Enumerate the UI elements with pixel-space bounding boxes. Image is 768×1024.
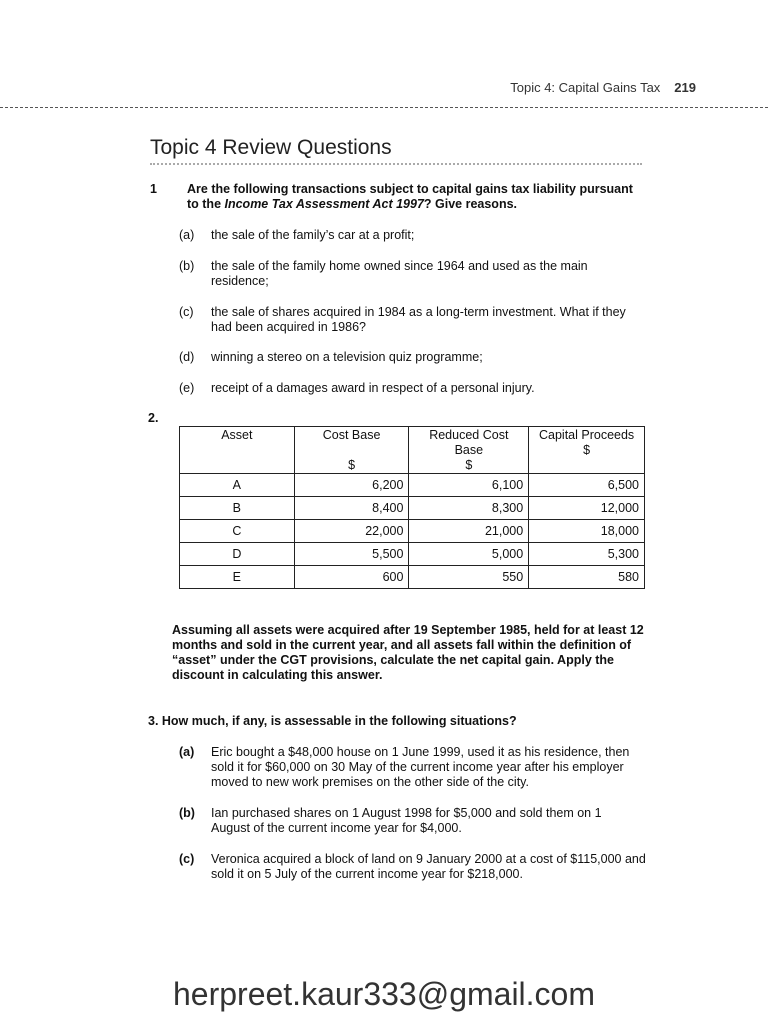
cell-cost-base: 6,200 [294,474,409,497]
q1-item-text: the sale of the family’s car at a profit; [211,228,415,242]
assets-table [179,426,645,589]
col-header-reduced-cost-base: Reduced Cost Base $ [409,427,529,474]
q2-instructions: Assuming all assets were acquired after 19 September 1985, held for at least 12 months and sold in the current year, and all assets fall within the definition of “asset” under the CGT provisions, calculate the net capital gain. Apply the discount in calculating this answer. [172,623,644,682]
q3-item-text: Eric bought a $48,000 house on 1 June 1999, used it as his residence, then sold it for $60,000 on 30 May of the current income year after his employer moved to new work premises on the other side of the city. [211,745,630,789]
running-header [510,80,696,95]
q1-item-e [179,381,649,396]
q1-text [187,182,657,212]
title-underline [150,163,642,165]
q1-item-text: winning a stereo on a television quiz programme; [211,350,483,364]
q1-item-label: (d) [179,350,195,364]
q3-item-text: Ian purchased shares on 1 August 1998 for $5,000 and sold them on 1 August of the current income year for $4,000. [211,806,602,835]
q1-text-end: ? Give reasons. [423,197,518,211]
table-header-row [180,427,645,474]
page-number: 219 [674,80,696,95]
q1-item-text: receipt of a damages award in respect of a personal injury. [211,381,535,395]
q1-number: 1 [150,182,157,196]
page-title: Topic 4 Review Questions [150,136,392,159]
cell-cost-base: 5,500 [294,543,409,566]
q1-item-b [179,259,609,289]
col-header-capital-proceeds: Capital Proceeds $ [529,427,645,474]
table-row [180,566,645,589]
q3-item-a [179,745,649,790]
q3-item-label: (a) [179,745,195,759]
cell-cost-base: 600 [294,566,409,589]
q1-item-c [179,305,649,335]
cell-capital-proceeds: 5,300 [529,543,645,566]
q1-item-d [179,350,649,365]
col-header-asset: Asset [180,427,295,474]
col-header-cost-base: Cost Base $ [294,427,409,474]
q1-item-text: the sale of shares acquired in 1984 as a long-term investment. What if they had been acquired in 1986? [211,305,626,334]
cell-capital-proceeds: 580 [529,566,645,589]
cell-capital-proceeds: 6,500 [529,474,645,497]
running-title: Topic 4: Capital Gains Tax [510,80,661,95]
q3-item-label: (c) [179,852,195,866]
cell-asset: D [180,543,295,566]
cell-reduced-cost-base: 21,000 [409,520,529,543]
cell-cost-base: 8,400 [294,497,409,520]
cell-capital-proceeds: 18,000 [529,520,645,543]
q3-heading: 3. How much, if any, is assessable in the following situations? [148,714,517,728]
table-row [180,474,645,497]
cell-asset: C [180,520,295,543]
table-row [180,497,645,520]
q1-item-label: (e) [179,381,195,395]
table-row [180,543,645,566]
q1-text-line2: to the [187,197,225,211]
q1-text-line1: Are the following transactions subject to capital gains tax liability pursuant [187,182,633,196]
cell-asset: B [180,497,295,520]
cell-cost-base: 22,000 [294,520,409,543]
header-divider [0,107,768,108]
q3-item-b [179,806,624,836]
cell-reduced-cost-base: 6,100 [409,474,529,497]
q1-item-label: (a) [179,228,195,242]
q3-item-c [179,852,649,882]
cell-asset: A [180,474,295,497]
footer-email: herpreet.kaur333@gmail.com [172,976,595,1012]
cell-reduced-cost-base: 8,300 [409,497,529,520]
q1-item-label: (b) [179,259,195,273]
q3-item-label: (b) [179,806,195,820]
q1-item-text: the sale of the family home owned since 1964 and used as the main residence; [211,259,588,288]
q3-item-text: Veronica acquired a block of land on 9 January 2000 at a cost of $115,000 and sold it on 5 July of the current income year for $218,000. [211,852,646,881]
q1-act-name: Income Tax Assessment Act 1997 [224,197,424,211]
cell-reduced-cost-base: 550 [409,566,529,589]
cell-asset: E [180,566,295,589]
cell-capital-proceeds: 12,000 [529,497,645,520]
q2-number: 2. [148,411,159,425]
cell-reduced-cost-base: 5,000 [409,543,529,566]
q1-item-a [179,228,649,243]
table-row [180,520,645,543]
q1-item-label: (c) [179,305,194,319]
